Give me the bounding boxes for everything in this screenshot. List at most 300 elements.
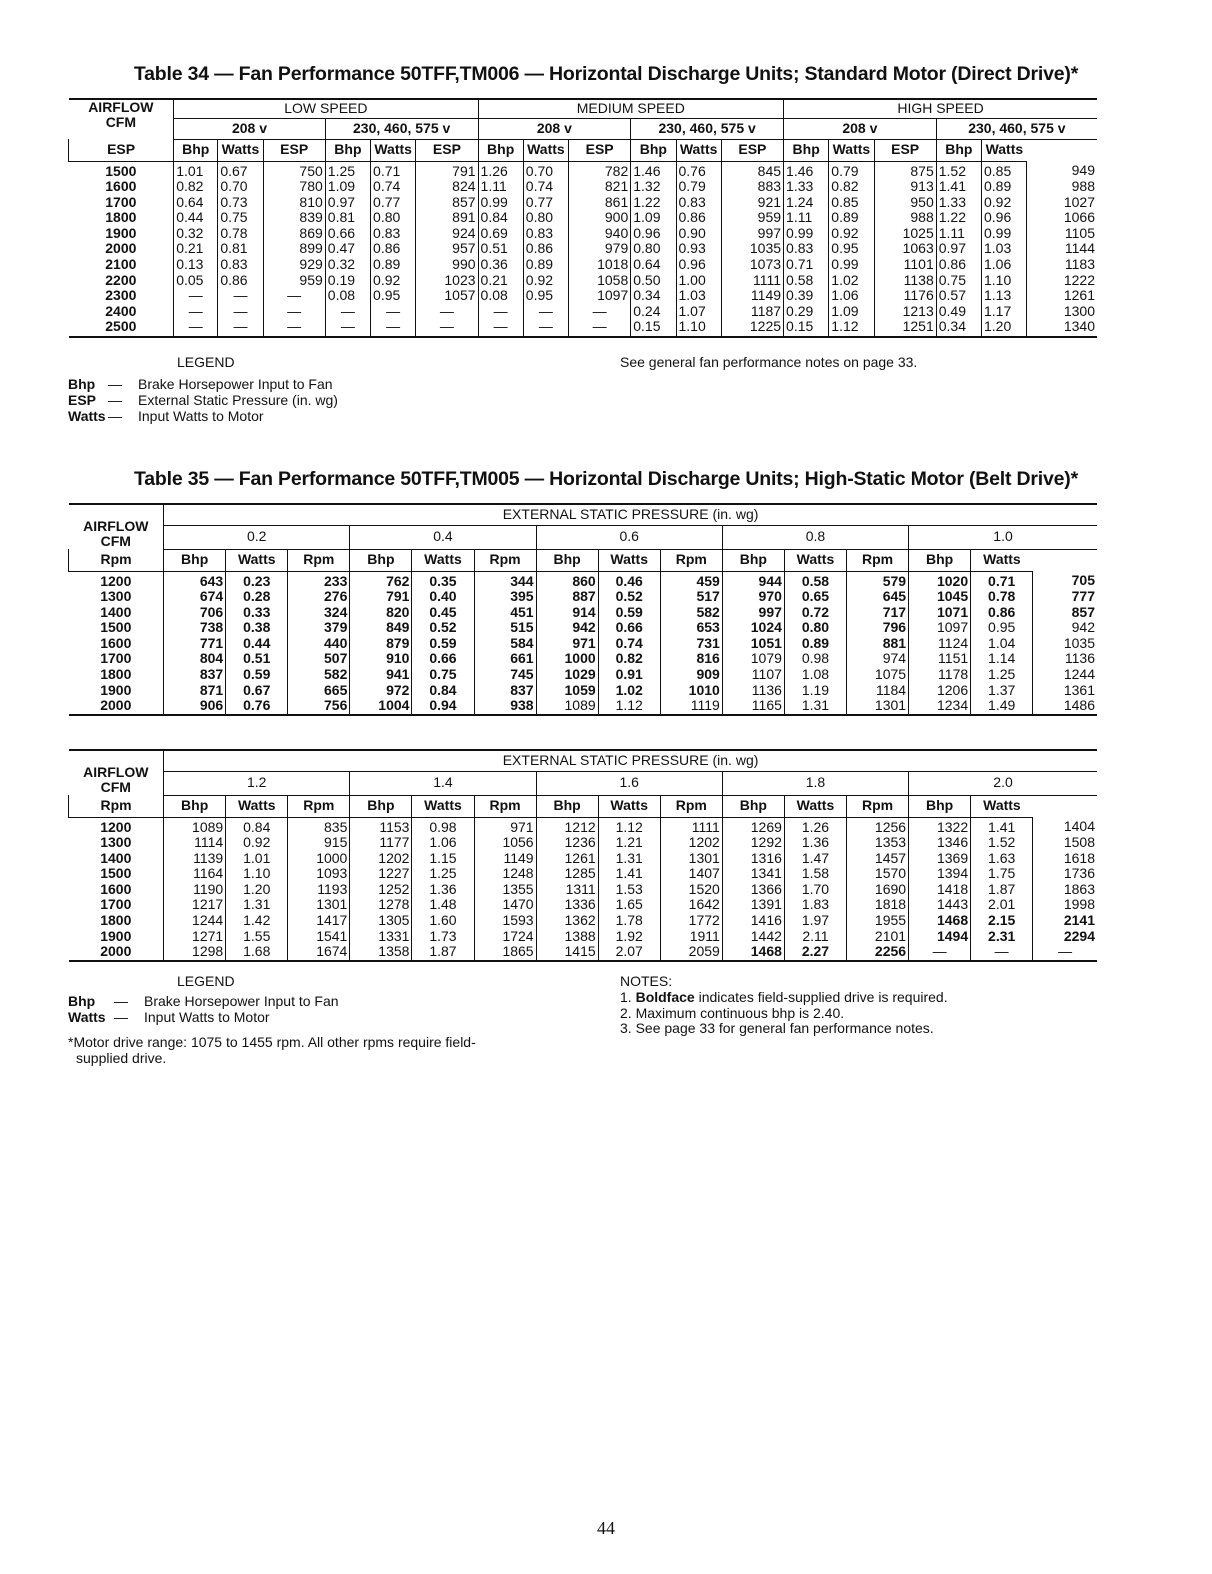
table-cell: 816 (660, 651, 722, 667)
table-cell: 1301 (846, 698, 908, 715)
column-header: Rpm (474, 795, 536, 817)
table-cell: 1.11 (478, 179, 523, 195)
column-header: Bhp (909, 795, 971, 817)
table-cell: 0.35 (412, 571, 474, 589)
table-cell: 1184 (846, 683, 908, 699)
table-cell: 900 (569, 210, 631, 226)
table-cell: 0.52 (412, 620, 474, 636)
table-cell: — (569, 304, 631, 320)
table-cell: 1.04 (971, 636, 1033, 652)
table-cell: 0.64 (174, 195, 218, 211)
table-cell: 1.22 (631, 195, 676, 211)
table-cell: 0.66 (325, 226, 370, 242)
table-cell: 0.86 (218, 273, 263, 289)
table-row (69, 304, 1098, 320)
column-header: Watts (971, 549, 1033, 571)
table-cell: 0.44 (226, 636, 288, 652)
note-text: indicates field-supplied drive is required. (694, 989, 948, 1005)
table-cell: 1.75 (971, 866, 1033, 882)
table-cell: 1027 (1027, 195, 1097, 211)
legend-title: LEGEND (177, 354, 235, 370)
table-cell: — (478, 304, 523, 320)
table-cell: 1.25 (971, 667, 1033, 683)
column-header: Bhp (350, 795, 412, 817)
pressure-header: 0.6 (536, 525, 722, 549)
table-cell: 579 (846, 571, 908, 589)
table-cell: 0.96 (982, 210, 1027, 226)
table-cell: — (218, 288, 263, 304)
table-cell: 0.96 (676, 257, 721, 273)
table-cell: 0.84 (226, 817, 288, 835)
column-header: Bhp (722, 549, 784, 571)
table-cell: — (909, 944, 971, 961)
table-cell: 941 (350, 667, 412, 683)
table-cell: 891 (416, 210, 478, 226)
general-notes-ref: See general fan performance notes on page 33. (620, 354, 918, 370)
column-header: ESP (569, 139, 631, 161)
table-cell: 0.97 (325, 195, 370, 211)
table-row (69, 226, 1098, 242)
table-cell: 780 (263, 179, 325, 195)
table-cell: 804 (164, 651, 226, 667)
airflow-cell: 1600 (69, 636, 164, 652)
note-item (620, 1021, 948, 1037)
table-cell: 1.01 (174, 161, 218, 179)
table-cell: 1.26 (478, 161, 523, 179)
table-cell: 1075 (846, 667, 908, 683)
table-cell: 971 (536, 636, 598, 652)
table-cell: 1000 (536, 651, 598, 667)
table-cell: 0.57 (936, 288, 981, 304)
table-cell: 1222 (1027, 273, 1097, 289)
table-cell: 971 (474, 817, 536, 835)
table-row (69, 273, 1098, 289)
table-cell: 0.83 (371, 226, 416, 242)
table-cell: 875 (874, 161, 936, 179)
airflow-header (69, 504, 164, 549)
table-cell: 0.66 (598, 620, 660, 636)
table-cell: 972 (350, 683, 412, 699)
table-cell: 0.83 (523, 226, 568, 242)
table-cell: 777 (1033, 589, 1097, 605)
table-cell: 1206 (909, 683, 971, 699)
table-cell: 582 (660, 605, 722, 621)
table-cell: 0.98 (412, 817, 474, 835)
table-cell: 1020 (909, 571, 971, 589)
table-cell: 0.34 (936, 319, 981, 337)
table-cell: 451 (474, 605, 536, 621)
airflow-cell: 1400 (69, 605, 164, 621)
note-text: Maximum continuous bhp is 2.40. (635, 1004, 845, 1021)
table-cell: 1244 (1033, 667, 1097, 683)
table-cell: 0.38 (226, 620, 288, 636)
airflow-cell: 2500 (69, 319, 174, 337)
airflow-cell: 1500 (69, 161, 174, 179)
table-cell: 0.66 (412, 651, 474, 667)
airflow-header (69, 750, 164, 795)
column-header: Bhp (478, 139, 523, 161)
table-cell: 1035 (1033, 636, 1097, 652)
table-cell: 1.26 (784, 817, 846, 835)
note-bold: Boldface (635, 989, 695, 1005)
esp-header: EXTERNAL STATIC PRESSURE (in. wg) (164, 504, 1097, 525)
table-row (69, 913, 1098, 929)
table-cell: — (263, 319, 325, 337)
table-cell: 1772 (660, 913, 722, 929)
voltage-header: 208 v (784, 118, 937, 139)
table-cell: 0.76 (226, 698, 288, 715)
pressure-header: 1.2 (164, 771, 350, 795)
pressure-header: 1.6 (536, 771, 722, 795)
table-cell: 1298 (164, 944, 226, 961)
table-cell: 791 (416, 161, 478, 179)
table-cell: 0.51 (478, 241, 523, 257)
column-header: Watts (226, 549, 288, 571)
table-cell: 0.73 (218, 195, 263, 211)
table-cell: 1.83 (784, 897, 846, 913)
table-cell: 0.99 (784, 226, 829, 242)
table-cell: 1202 (660, 835, 722, 851)
table-cell: 0.80 (371, 210, 416, 226)
airflow-cell: 2100 (69, 257, 174, 273)
table-cell: 949 (1027, 161, 1097, 179)
table-cell: 0.71 (371, 161, 416, 179)
column-header: Watts (523, 139, 568, 161)
column-header: ESP (874, 139, 936, 161)
table-cell: — (325, 304, 370, 320)
table-cell: 1261 (1027, 288, 1097, 304)
table-35-part-b (68, 749, 1097, 962)
table-cell: 1.06 (982, 257, 1027, 273)
table-cell: 1.31 (784, 698, 846, 715)
table-cell: — (371, 304, 416, 320)
table-cell: 0.86 (936, 257, 981, 273)
table-row (69, 835, 1098, 851)
table-cell: 1.48 (412, 897, 474, 913)
table-cell: 1468 (909, 913, 971, 929)
table-cell: 1066 (1027, 210, 1097, 226)
table-cell: 0.71 (971, 571, 1033, 589)
table-row (69, 319, 1098, 337)
table-cell: 974 (846, 651, 908, 667)
table-cell: 1724 (474, 929, 536, 945)
legend-key: Bhp (68, 993, 96, 1009)
column-header: Watts (226, 795, 288, 817)
table-cell: 1.65 (598, 897, 660, 913)
table-cell: 1.33 (936, 195, 981, 211)
table-cell: 1416 (722, 913, 784, 929)
table-cell: 924 (416, 226, 478, 242)
table-cell: 1089 (536, 698, 598, 715)
column-header: ESP (721, 139, 783, 161)
table-cell: 1.32 (631, 179, 676, 195)
table-cell: 913 (874, 179, 936, 195)
airflow-cell: 1600 (69, 882, 164, 898)
table-cell: 1105 (1027, 226, 1097, 242)
table-cell: 1045 (909, 589, 971, 605)
column-header: Rpm (69, 795, 164, 817)
table-cell: 2141 (1033, 913, 1097, 929)
table-cell: 1101 (874, 257, 936, 273)
table-cell: 1300 (1027, 304, 1097, 320)
table-cell: 0.84 (478, 210, 523, 226)
table-cell: 507 (288, 651, 350, 667)
table-cell: 1570 (846, 866, 908, 882)
table-cell: 750 (263, 161, 325, 179)
table-cell: 0.83 (218, 257, 263, 273)
column-header: Watts (218, 139, 263, 161)
table-cell: 1073 (721, 257, 783, 273)
table-cell: 1.97 (784, 913, 846, 929)
table-cell: 1.52 (936, 161, 981, 179)
table-cell: 0.82 (598, 651, 660, 667)
table-row (69, 288, 1098, 304)
table-cell: 1010 (660, 683, 722, 699)
voltage-header: 230, 460, 575 v (325, 118, 478, 139)
table-cell: 1.41 (598, 866, 660, 882)
table-cell: 1.87 (971, 882, 1033, 898)
table-cell: 0.76 (676, 161, 721, 179)
table-cell: 0.95 (829, 241, 874, 257)
table-cell: 1442 (722, 929, 784, 945)
table-cell: — (174, 304, 218, 320)
table-cell: 1.09 (325, 179, 370, 195)
table-cell: 1107 (722, 667, 784, 683)
table-cell: 1.87 (412, 944, 474, 961)
table-cell: 1124 (909, 636, 971, 652)
table-cell: 0.47 (325, 241, 370, 257)
table-cell: 0.75 (412, 667, 474, 683)
table-row (69, 179, 1098, 195)
table-cell: 1.24 (784, 195, 829, 211)
table-cell: 950 (874, 195, 936, 211)
table-cell: 2.07 (598, 944, 660, 961)
table-cell: 1486 (1033, 698, 1097, 715)
airflow-cell: 1300 (69, 835, 164, 851)
table-cell: 1.09 (829, 304, 874, 320)
column-header: Watts (598, 549, 660, 571)
table-cell: 1.21 (598, 835, 660, 851)
table-cell: — (1033, 944, 1097, 961)
airflow-cell: 1900 (69, 226, 174, 242)
table-cell: 1316 (722, 851, 784, 867)
table-row (69, 683, 1098, 699)
table-cell: 1418 (909, 882, 971, 898)
table-cell: 1212 (536, 817, 598, 835)
table-cell: 0.80 (631, 241, 676, 257)
table-cell: 1.12 (598, 698, 660, 715)
notes-title: NOTES: (620, 973, 673, 989)
airflow-cell: 2000 (69, 698, 164, 715)
table-cell: 0.33 (226, 605, 288, 621)
table-cell: 1000 (288, 851, 350, 867)
column-header: Rpm (288, 549, 350, 571)
table-cell: 988 (1027, 179, 1097, 195)
table-cell: 1089 (164, 817, 226, 835)
table-row (69, 571, 1098, 589)
table-cell: 1097 (569, 288, 631, 304)
legend-key: Bhp (68, 376, 96, 392)
table-cell: 1.00 (676, 273, 721, 289)
table-cell: 959 (721, 210, 783, 226)
table-cell: 0.81 (325, 210, 370, 226)
table-cell: 0.50 (631, 273, 676, 289)
airflow-cell: 1800 (69, 913, 164, 929)
table-cell: 1998 (1033, 897, 1097, 913)
table-cell: 1256 (846, 817, 908, 835)
table-cell: 0.65 (784, 589, 846, 605)
table-cell: 837 (164, 667, 226, 683)
table-cell: — (263, 288, 325, 304)
table-cell: 0.78 (971, 589, 1033, 605)
table-cell: 0.92 (829, 226, 874, 242)
table-cell: 674 (164, 589, 226, 605)
airflow-label: AIRFLOW (88, 99, 154, 115)
legend-item (68, 1010, 270, 1026)
table-cell: 1190 (164, 882, 226, 898)
column-header: Rpm (660, 795, 722, 817)
table-cell: — (523, 304, 568, 320)
table-cell: 643 (164, 571, 226, 589)
table-cell: 1301 (660, 851, 722, 867)
table-cell: — (416, 319, 478, 337)
table-cell: 1071 (909, 605, 971, 621)
table-cell: 1183 (1027, 257, 1097, 273)
table-34 (68, 98, 1097, 338)
table-cell: — (371, 319, 416, 337)
table-cell: 2.15 (971, 913, 1033, 929)
motor-note (68, 1035, 476, 1066)
table-cell: 661 (474, 651, 536, 667)
table-cell: — (569, 319, 631, 337)
table-cell: 1.07 (676, 304, 721, 320)
table-cell: 0.08 (478, 288, 523, 304)
table-cell: 1024 (722, 620, 784, 636)
table-cell: 1618 (1033, 851, 1097, 867)
table-cell: 1234 (909, 698, 971, 715)
table-cell: 2.11 (784, 929, 846, 945)
table-cell: 1520 (660, 882, 722, 898)
table-cell: 0.45 (412, 605, 474, 621)
table-cell: 1178 (909, 667, 971, 683)
table-cell: 0.78 (218, 226, 263, 242)
table-cell: 1.06 (412, 835, 474, 851)
table-cell: 1394 (909, 866, 971, 882)
table-cell: 1407 (660, 866, 722, 882)
table-row (69, 851, 1098, 867)
table-cell: 1.25 (325, 161, 370, 179)
table-cell: 1057 (416, 288, 478, 304)
table-cell: 731 (660, 636, 722, 652)
table-cell: 887 (536, 589, 598, 605)
table-cell: 0.83 (676, 195, 721, 211)
table-cell: 1151 (909, 651, 971, 667)
table-cell: 0.89 (982, 179, 1027, 195)
table-cell: 1035 (721, 241, 783, 257)
table-cell: 883 (721, 179, 783, 195)
table-cell: 1.15 (412, 851, 474, 867)
column-header: Bhp (174, 139, 218, 161)
table-cell: 0.80 (523, 210, 568, 226)
table-cell: 835 (288, 817, 350, 835)
table-cell: 0.82 (174, 179, 218, 195)
table-cell: 582 (288, 667, 350, 683)
table-cell: 0.98 (784, 651, 846, 667)
voltage-header: 230, 460, 575 v (631, 118, 784, 139)
table-cell: 0.72 (784, 605, 846, 621)
table-cell: 1736 (1033, 866, 1097, 882)
table-cell: 0.81 (218, 241, 263, 257)
table-cell: 1.42 (226, 913, 288, 929)
column-header: Bhp (536, 795, 598, 817)
table-cell: 1353 (846, 835, 908, 851)
table-cell: 1361 (1033, 683, 1097, 699)
table-row (69, 241, 1098, 257)
table-cell: 1093 (288, 866, 350, 882)
table-cell: 942 (536, 620, 598, 636)
table-cell: 1.70 (784, 882, 846, 898)
table-cell: 0.64 (631, 257, 676, 273)
table-cell: 1079 (722, 651, 784, 667)
table-cell: — (523, 319, 568, 337)
pressure-header: 0.2 (164, 525, 350, 549)
table-cell: 0.74 (371, 179, 416, 195)
table-cell: 0.89 (829, 210, 874, 226)
table-row (69, 698, 1098, 715)
table-cell: 0.84 (412, 683, 474, 699)
table-cell: 1457 (846, 851, 908, 867)
table-cell: 1018 (569, 257, 631, 273)
table-cell: 881 (846, 636, 908, 652)
table-cell: 1144 (1027, 241, 1097, 257)
table-cell: 0.90 (676, 226, 721, 242)
table-cell: 0.95 (971, 620, 1033, 636)
table-cell: 1097 (909, 620, 971, 636)
table-cell: 914 (536, 605, 598, 621)
table-cell: 860 (536, 571, 598, 589)
table-cell: 1.25 (412, 866, 474, 882)
table-cell: — (263, 304, 325, 320)
table-cell: 1.20 (226, 882, 288, 898)
table-cell: 845 (721, 161, 783, 179)
airflow-cell: 1200 (69, 571, 164, 589)
table-cell: 0.74 (598, 636, 660, 652)
legend-item (68, 377, 333, 393)
table-cell: 1269 (722, 817, 784, 835)
table-cell: 0.99 (829, 257, 874, 273)
table-cell: 1227 (350, 866, 412, 882)
table-cell: 653 (660, 620, 722, 636)
airflow-cell: 1800 (69, 210, 174, 226)
table-cell: 2.31 (971, 929, 1033, 945)
column-header: Watts (784, 795, 846, 817)
table-cell: 344 (474, 571, 536, 589)
table-cell: 0.92 (523, 273, 568, 289)
table-cell: 756 (288, 698, 350, 715)
table-cell: 1023 (416, 273, 478, 289)
table-cell: 915 (288, 835, 350, 851)
table-cell: 1417 (288, 913, 350, 929)
table-cell: 970 (722, 589, 784, 605)
table-cell: 1955 (846, 913, 908, 929)
table-cell: 1.47 (784, 851, 846, 867)
table-cell: 1.06 (829, 288, 874, 304)
airflow-cell: 2400 (69, 304, 174, 320)
table-cell: 0.19 (325, 273, 370, 289)
column-header: Watts (784, 549, 846, 571)
airflow-cell: 1500 (69, 866, 164, 882)
table-cell: 0.34 (631, 288, 676, 304)
